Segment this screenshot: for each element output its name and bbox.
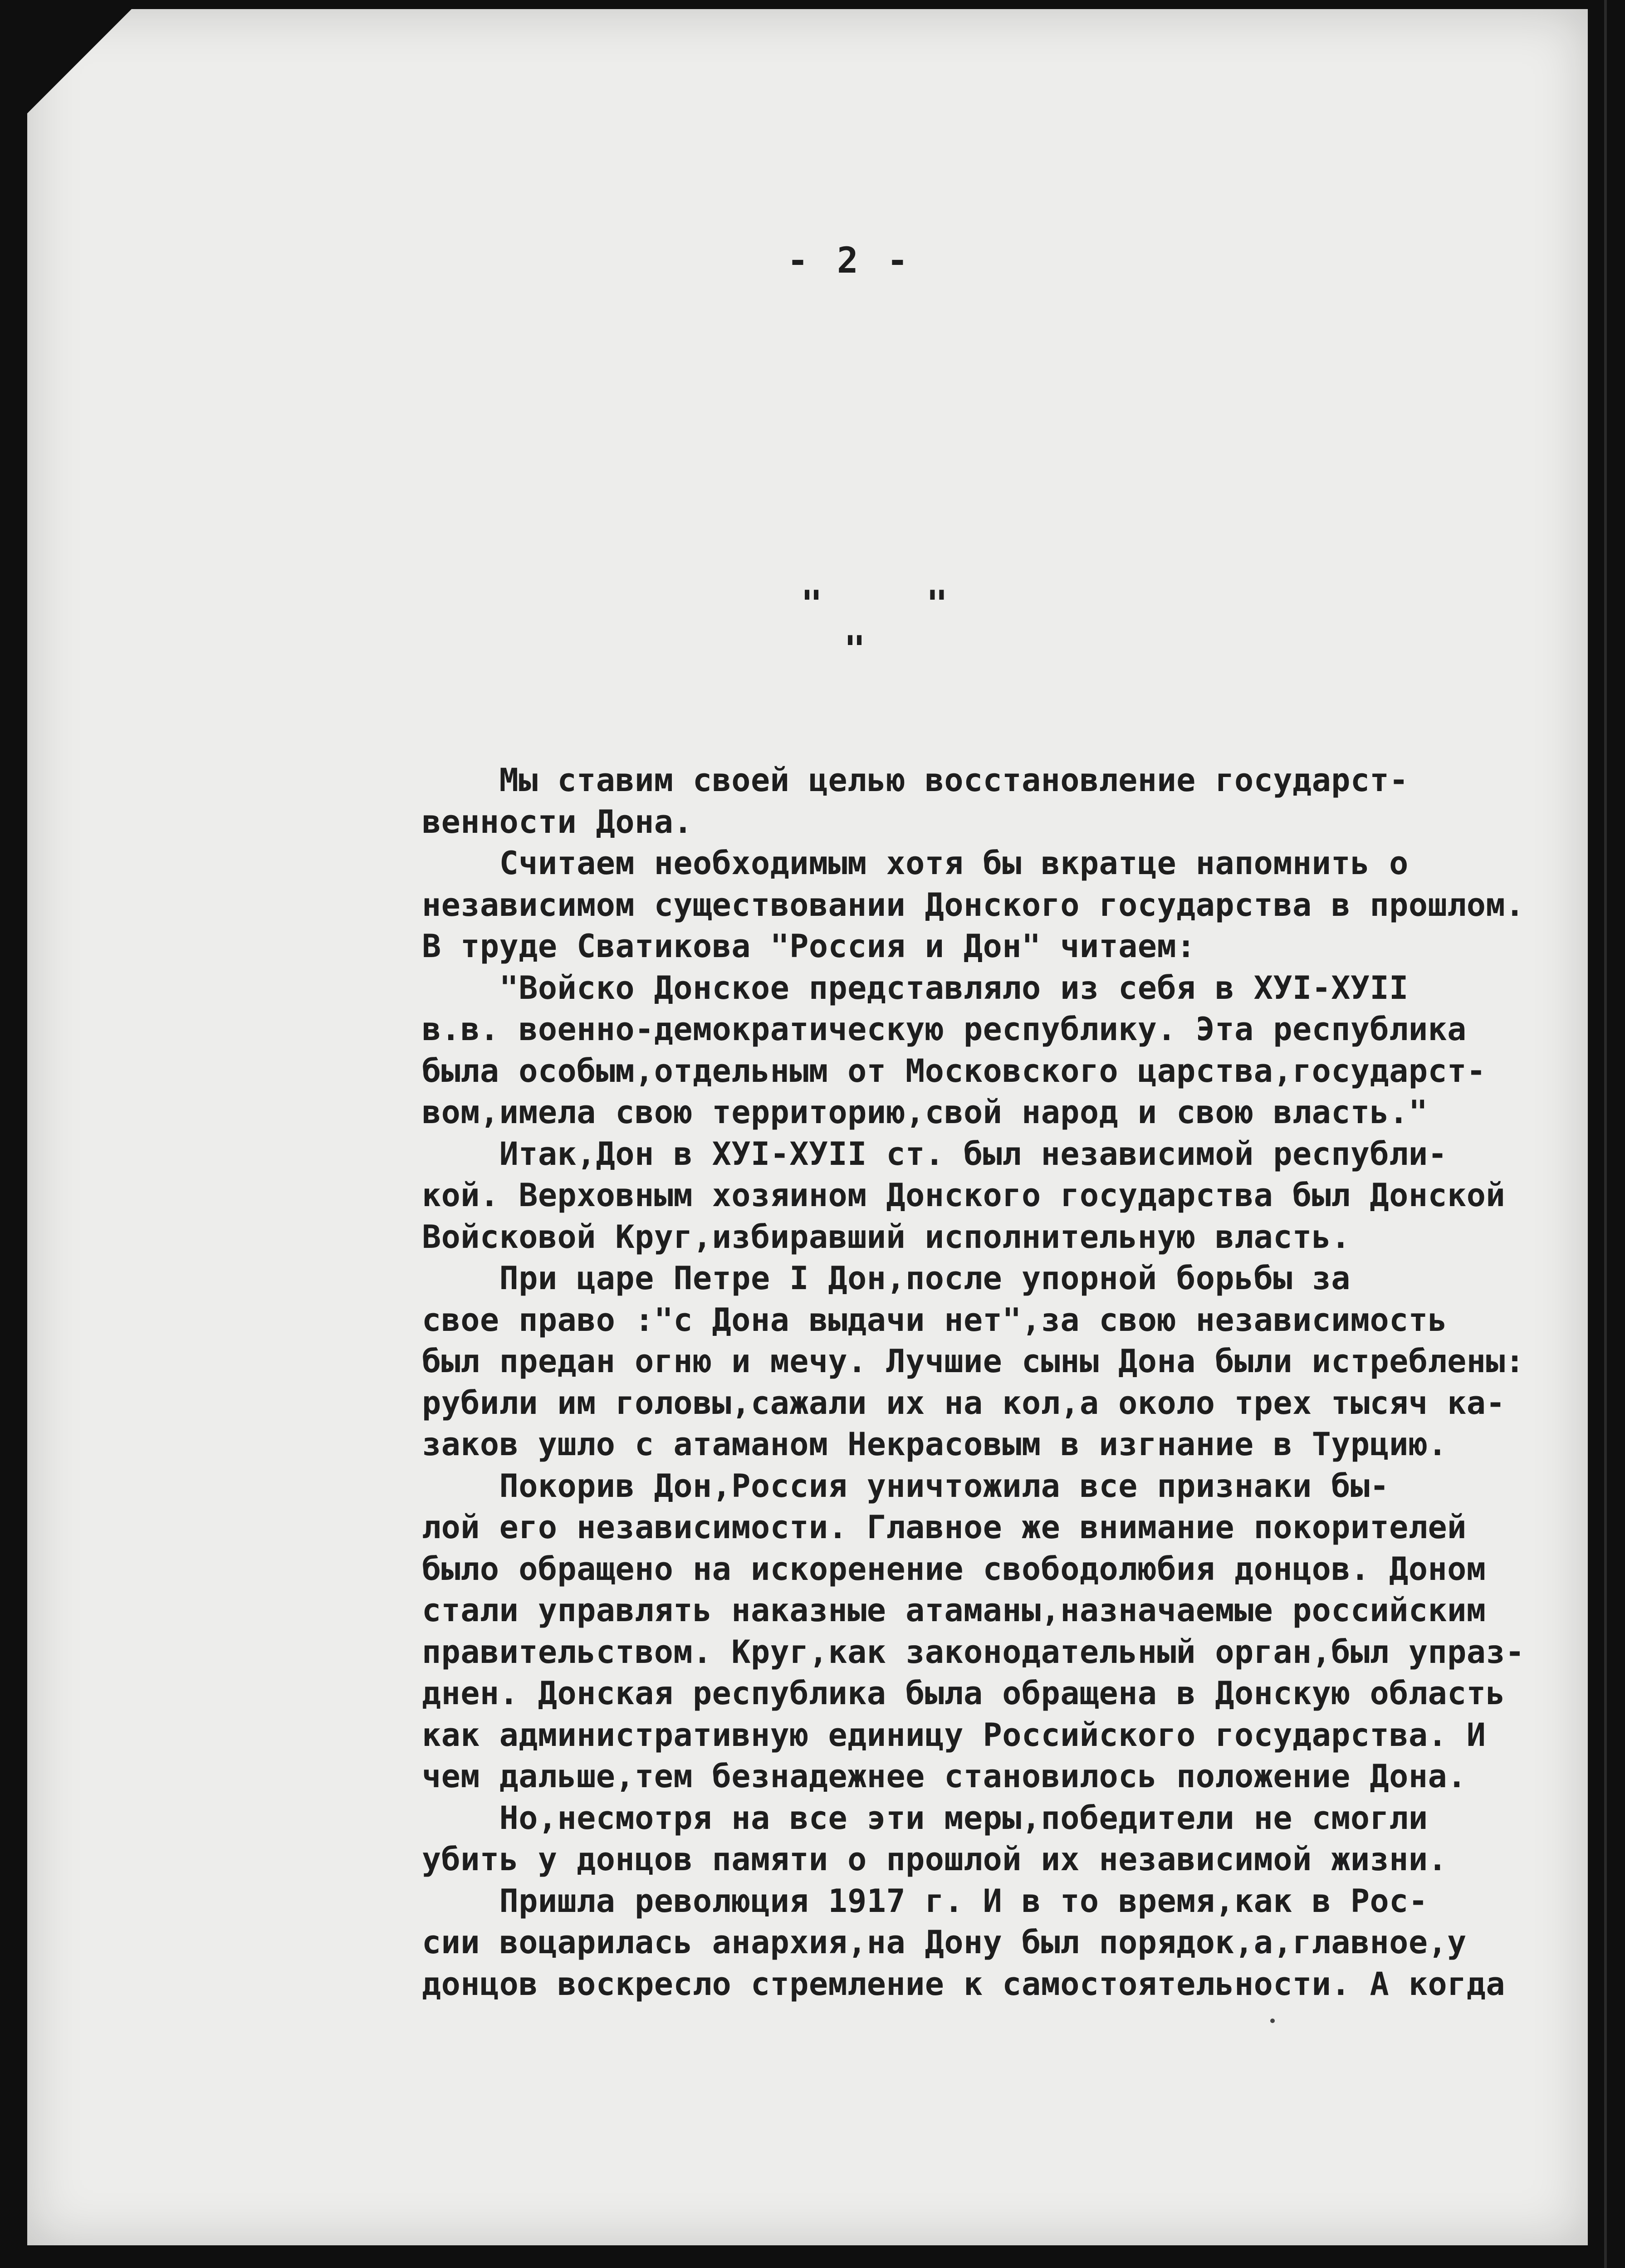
text-line: Мы ставим своей целью восстановление государст- <box>422 762 1409 799</box>
folded-corner <box>27 9 132 113</box>
text-line: была особым,отдельным от Московского царства,государст- <box>422 1052 1486 1090</box>
paper-sheet <box>27 9 1588 2245</box>
text-line: В труде Сватикова "Россия и Дон" читаем: <box>422 928 1196 965</box>
text-line: заков ушло с атаманом Некрасовым в изгнание в Турцию. <box>422 1426 1448 1463</box>
text-line: венности Дона. <box>422 803 693 841</box>
text-line: был предан огню и мечу. Лучшие сыны Дона были истреблены: <box>422 1343 1525 1380</box>
text-line: свое право :"с Дона выдачи нет",за свою независимость <box>422 1301 1448 1339</box>
text-line: рубили им головы,сажали их на кол,а около трех тысяч ка- <box>422 1384 1506 1422</box>
text-line: днен. Донская республика была обращена в Донскую область <box>422 1675 1506 1712</box>
text-line: независимом существовании Донского государства в прошлом. <box>422 886 1525 924</box>
text-line: "Войско Донское представляло из себя в ХУI-ХУII <box>422 969 1409 1007</box>
text-line: чем дальше,тем безнадежнее становилось положение Дона. <box>422 1758 1467 1795</box>
text-line: в.в. военно-демократическую республику. Эта республика <box>422 1011 1467 1048</box>
text-line: сии воцарилась анархия,на Дону был порядок,а,главное,у <box>422 1924 1467 1961</box>
text-line: было обращено на искоренение свободолюбия донцов. Доном <box>422 1550 1486 1588</box>
quote-marks-top: " " <box>801 583 989 625</box>
text-line: Войсковой Круг,избиравший исполнительную власть. <box>422 1218 1351 1256</box>
text-line: лой его независимости. Главное же внимание покорителей <box>422 1509 1467 1546</box>
text-line: стали управлять наказные атаманы,назначаемые российским <box>422 1592 1486 1629</box>
text-line: убить у донцов памяти о прошлой их независимой жизни. <box>422 1841 1448 1878</box>
text-line: донцов воскресло стремление к самостоятельности. А когда <box>422 1965 1506 2003</box>
page-edge <box>1604 0 1607 2268</box>
page-number: - 2 - <box>787 240 912 281</box>
text-line: Считаем необходимым хотя бы вкратце напомнить о <box>422 845 1409 882</box>
text-line: кой. Верховным хозяином Донского государства был Донской <box>422 1177 1506 1214</box>
text-line: При царе Петре I Дон,после упорной борьбы за <box>422 1260 1351 1297</box>
paper-speck <box>1270 2019 1275 2023</box>
text-line: Пришла революция 1917 г. И в то время,как в Рос- <box>422 1882 1428 1920</box>
quote-mark-bottom: " <box>844 628 866 670</box>
text-line: Итак,Дон в ХУI-ХУII ст. был независимой республи- <box>422 1135 1448 1173</box>
text-line: как административную единицу Российского государства. И <box>422 1716 1486 1754</box>
text-line: Но,несмотря на все эти меры,победители не смогли <box>422 1799 1428 1837</box>
text-line: вом,имела свою территорию,свой народ и свою власть." <box>422 1094 1428 1131</box>
text-line: Покорив Дон,Россия уничтожила все признаки бы- <box>422 1467 1390 1505</box>
body-text <box>422 760 1547 2005</box>
text-line: правительством. Круг,как законодательный орган,был упраз- <box>422 1633 1525 1671</box>
